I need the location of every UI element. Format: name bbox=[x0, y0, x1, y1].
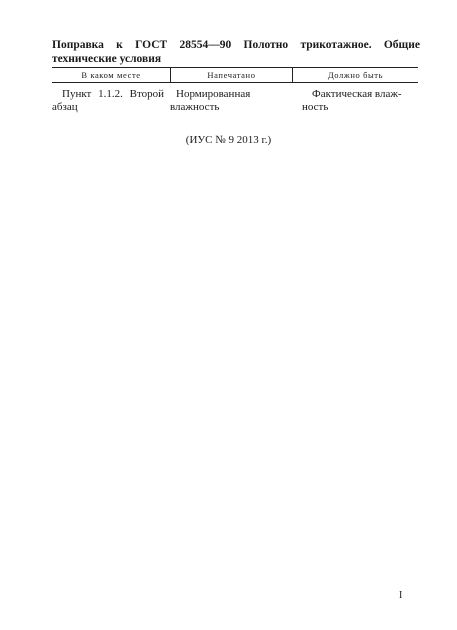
header-location: В каком месте bbox=[81, 70, 141, 80]
table-row bbox=[52, 88, 418, 114]
cell-location-line-2: абзац bbox=[52, 101, 78, 113]
cell-printed-line-2: влажность bbox=[170, 101, 220, 113]
page-number: I bbox=[399, 590, 403, 601]
cell-printed-line-1: Нормированная bbox=[176, 88, 251, 100]
amendment-table bbox=[52, 67, 418, 114]
table-header bbox=[52, 67, 418, 83]
cell-printed bbox=[164, 88, 290, 114]
cell-location-line-1: Пункт 1.1.2. Второй bbox=[62, 88, 164, 100]
document-title: Поправка к ГОСТ 28554—90 Полотно трикотажное. Общие технические условия bbox=[52, 39, 420, 65]
cell-should-be-line-1: Фактическая влаж- bbox=[312, 88, 402, 100]
header-printed: Напечатано bbox=[170, 68, 292, 82]
cell-should-be-line-2: ность bbox=[302, 101, 329, 113]
cell-location bbox=[52, 88, 164, 114]
header-should-be: Должно быть bbox=[292, 68, 418, 82]
issue-reference: (ИУС № 9 2013 г.) bbox=[185, 134, 272, 146]
cell-should-be bbox=[290, 88, 418, 114]
